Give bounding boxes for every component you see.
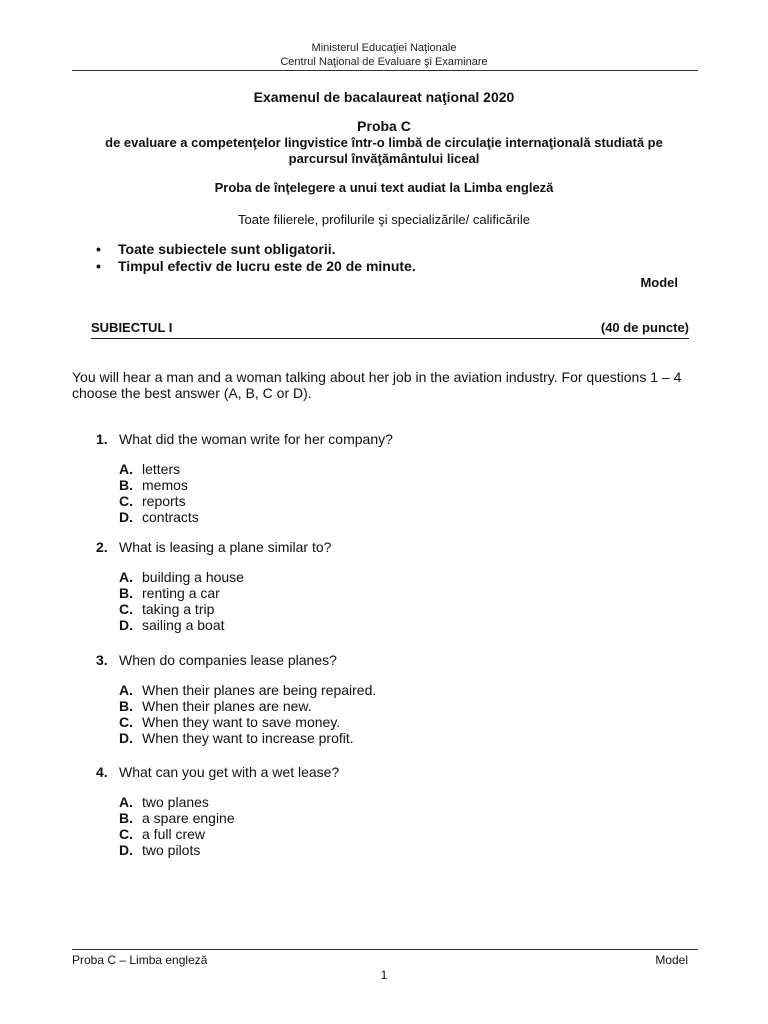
question-text: What did the woman write for her company?	[119, 431, 393, 447]
option-text: When their planes are being repaired.	[142, 682, 377, 698]
answer-option	[119, 509, 393, 525]
option-letter: D.	[119, 842, 133, 858]
option-letter: B.	[119, 810, 133, 826]
answer-option	[119, 810, 339, 826]
answer-option	[119, 585, 331, 601]
filiere-line: Toate filierele, profilurile şi specializările/ calificările	[238, 212, 530, 227]
option-letter: D.	[119, 617, 133, 633]
answer-option	[119, 617, 331, 633]
answer-option	[119, 842, 339, 858]
subject-heading	[91, 321, 689, 339]
option-letter: C.	[119, 826, 133, 842]
option-text: letters	[142, 461, 181, 477]
option-letter: C.	[119, 493, 133, 509]
option-letter: D.	[119, 730, 133, 746]
exam-description-line2: parcursul învăţământului liceal	[288, 151, 480, 166]
question-number: 3.	[96, 652, 108, 668]
option-text: When they want to save money.	[142, 714, 341, 730]
exam-title: Examenul de bacalaureat naţional 2020	[253, 89, 515, 105]
option-text: memos	[142, 477, 188, 493]
option-letter: C.	[119, 714, 133, 730]
instructions-paragraph: You will hear a man and a woman talking about her job in the aviation industry. For questions 1 – 4 choose the best answer (A, B, C or D).	[72, 369, 682, 401]
footer-divider	[72, 949, 698, 950]
option-text: a full crew	[142, 826, 206, 842]
proba-label: Proba C	[357, 118, 411, 134]
answer-options	[119, 461, 393, 525]
answer-options	[119, 569, 331, 633]
answer-option	[119, 461, 393, 477]
instruction-item: • Timpul efectiv de lucru este de 20 de minute.	[96, 258, 716, 275]
answer-option	[119, 714, 376, 730]
answer-option	[119, 698, 376, 714]
model-label: Model	[640, 275, 678, 290]
subject-points: (40 de puncte)	[600, 320, 689, 335]
option-letter: A.	[119, 569, 133, 585]
option-text: renting a car	[142, 585, 220, 601]
exam-description-line1: de evaluare a competenţelor lingvistice într-o limbă de circulaţie internaţională studiată pe	[105, 135, 663, 150]
option-letter: B.	[119, 585, 133, 601]
footer-right: Model	[655, 953, 688, 967]
exam-subtitle: Proba de înţelegere a unui text audiat la Limba engleză	[214, 180, 554, 195]
option-text: reports	[142, 493, 186, 509]
answer-option	[119, 730, 376, 746]
question-text: When do companies lease planes?	[119, 652, 337, 668]
option-letter: C.	[119, 601, 133, 617]
question-number: 4.	[96, 764, 108, 780]
option-text: When they want to increase profit.	[142, 730, 354, 746]
page-number: 1	[380, 968, 388, 982]
answer-options	[119, 794, 339, 858]
question-1	[96, 430, 393, 525]
answer-option	[119, 477, 393, 493]
option-letter: B.	[119, 698, 133, 714]
option-letter: A.	[119, 461, 133, 477]
header-ministry: Ministerul Educaţiei Naţionale	[311, 42, 457, 54]
header-center: Centrul Naţional de Evaluare şi Examinare	[280, 56, 488, 68]
answer-options	[119, 682, 376, 746]
option-letter: B.	[119, 477, 133, 493]
question-number: 1.	[96, 431, 108, 447]
answer-option	[119, 794, 339, 810]
option-text: building a house	[142, 569, 244, 585]
answer-option	[119, 569, 331, 585]
option-text: two pilots	[142, 842, 201, 858]
question-text: What can you get with a wet lease?	[119, 764, 340, 780]
option-text: contracts	[142, 509, 199, 525]
option-letter: A.	[119, 682, 133, 698]
option-text: two planes	[142, 794, 209, 810]
option-text: a spare engine	[142, 810, 235, 826]
question-3	[96, 651, 376, 746]
question-4	[96, 763, 339, 858]
option-text: sailing a boat	[142, 617, 225, 633]
answer-option	[119, 601, 331, 617]
header-divider	[72, 70, 698, 71]
subject-title: SUBIECTUL I	[91, 320, 173, 335]
instruction-item: • Toate subiectele sunt obligatorii.	[96, 241, 716, 258]
instructions-list	[96, 241, 716, 275]
option-text: taking a trip	[142, 601, 215, 617]
answer-option	[119, 826, 339, 842]
footer-left: Proba C – Limba engleză	[72, 953, 208, 967]
question-2	[96, 538, 331, 633]
option-letter: D.	[119, 509, 133, 525]
option-text: When their planes are new.	[142, 698, 312, 714]
question-text: What is leasing a plane similar to?	[119, 539, 332, 555]
answer-option	[119, 682, 376, 698]
option-letter: A.	[119, 794, 133, 810]
answer-option	[119, 493, 393, 509]
question-number: 2.	[96, 539, 108, 555]
